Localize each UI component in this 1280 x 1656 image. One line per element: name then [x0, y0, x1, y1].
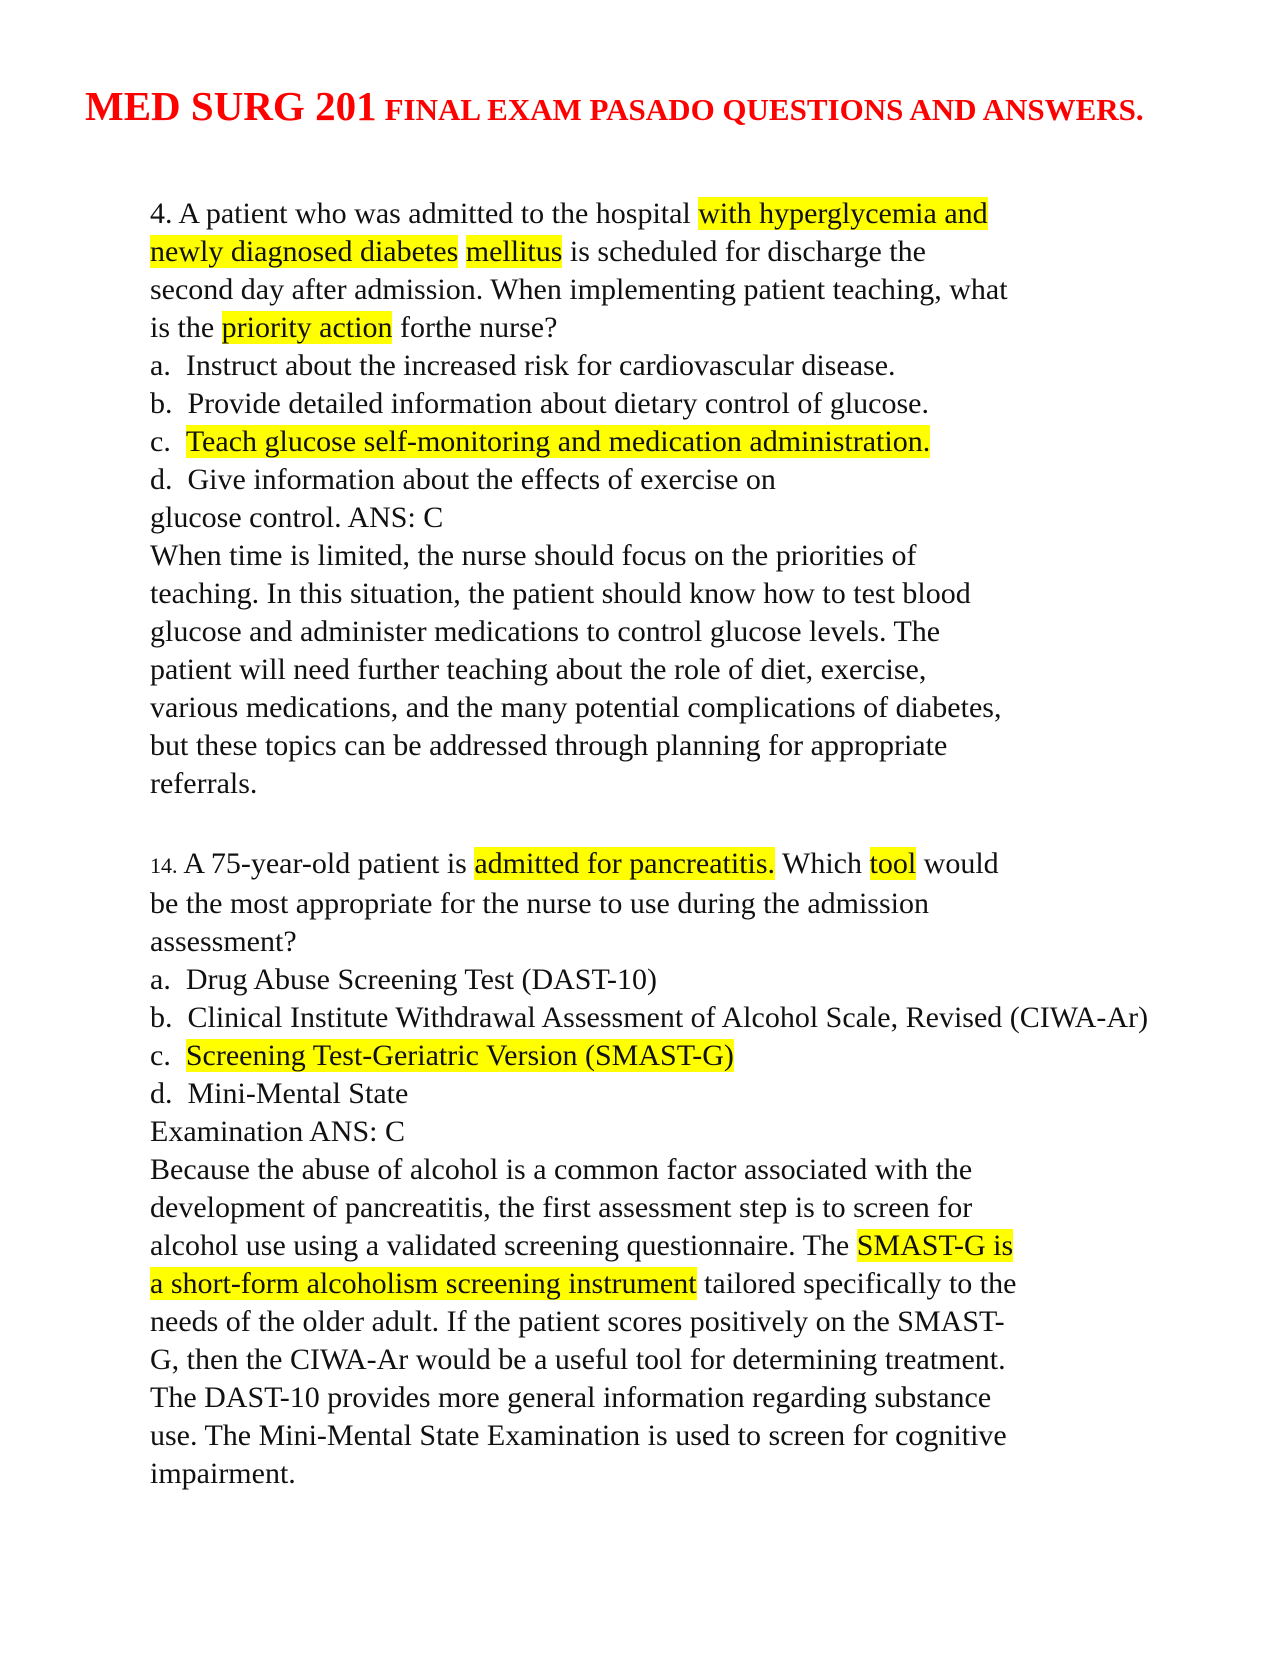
- text-segment: various medications, and the many potential complications of diabetes,: [150, 691, 1002, 724]
- text-segment: G, then the CIWA-Ar would be a useful tool for determining treatment.: [150, 1343, 1006, 1376]
- option-letter: b.: [150, 1001, 188, 1034]
- question-stem-line: [150, 845, 1270, 885]
- title-course: MED SURG 201: [85, 83, 377, 129]
- option-text: Teach glucose self-monitoring and medication administration.: [185, 425, 931, 458]
- text-segment: glucose and administer medications to control glucose levels. The: [150, 615, 941, 648]
- text-segment: would: [916, 847, 999, 880]
- text-segment: patient will need further teaching about the role of diet, exercise,: [150, 653, 927, 686]
- text-segment: assessment?: [150, 925, 297, 958]
- text-segment: impairment.: [150, 1457, 296, 1490]
- rationale-line: [150, 1303, 1270, 1341]
- answer-option: [150, 385, 1270, 423]
- text-segment: is the: [150, 311, 222, 344]
- option-letter: d.: [150, 463, 188, 496]
- rationale-line: [150, 1151, 1270, 1189]
- option-text: Screening Test-Geriatric Version (SMAST-G): [185, 1039, 734, 1072]
- text-segment: second day after admission. When implementing patient teaching, what: [150, 273, 1008, 306]
- option-letter: a.: [150, 963, 186, 996]
- rationale-line: [150, 651, 1270, 689]
- text-segment: referrals.: [150, 767, 258, 800]
- answer-option: [150, 461, 1270, 499]
- option-letter: b.: [150, 387, 188, 420]
- option-letter: a.: [150, 349, 186, 382]
- answer-option: [150, 1075, 1270, 1113]
- highlighted-text: with hyperglycemia and: [698, 197, 988, 230]
- rationale-line: [150, 1227, 1270, 1265]
- question-stem-line: [150, 309, 1270, 347]
- document-title: [85, 82, 1144, 131]
- rationale-line: [150, 1417, 1270, 1455]
- highlighted-text: admitted for pancreatitis.: [474, 847, 776, 880]
- option-text: Instruct about the increased risk for cardiovascular disease.: [185, 349, 896, 382]
- text-segment: The DAST-10 provides more general information regarding substance: [150, 1381, 992, 1414]
- question-stem-line: [150, 923, 1270, 961]
- text-segment: When time is limited, the nurse should focus on the priorities of: [150, 539, 917, 572]
- option-letter: c.: [150, 425, 186, 458]
- rationale-line: [150, 1455, 1270, 1493]
- text-segment: be the most appropriate for the nurse to use during the admission: [150, 887, 929, 920]
- option-text: Mini-Mental State: [187, 1077, 409, 1110]
- option-letter: d.: [150, 1077, 188, 1110]
- option-text: Provide detailed information about dietary control of glucose.: [187, 387, 929, 420]
- question-stem-line: [150, 885, 1270, 923]
- option-text: Clinical Institute Withdrawal Assessment of Alcohol Scale, Revised (CIWA-Ar): [187, 1001, 1149, 1034]
- answer-line: Examination ANS: C: [150, 1115, 405, 1148]
- answer-option: [150, 999, 1270, 1037]
- option-text: Give information about the effects of exercise on: [187, 463, 776, 496]
- rationale-line: [150, 1379, 1270, 1417]
- question-14: [150, 845, 1270, 1493]
- rationale-line: [150, 689, 1270, 727]
- question-stem-line: [150, 233, 1270, 271]
- text-segment: use. The Mini-Mental State Examination is used to screen for cognitive: [150, 1419, 1007, 1452]
- highlighted-text: priority action: [221, 311, 393, 344]
- text-segment: A 75-year-old patient is: [177, 847, 475, 880]
- text-segment: Which: [775, 847, 870, 880]
- option-text: Drug Abuse Screening Test (DAST-10): [185, 963, 658, 996]
- answer-option: [150, 961, 1270, 999]
- rationale-line: [150, 765, 1270, 803]
- option-letter: c.: [150, 1039, 186, 1072]
- text-segment: forthe nurse?: [392, 311, 558, 344]
- question-stem-line: [150, 271, 1270, 309]
- rationale-line: [150, 1189, 1270, 1227]
- answer-option: [150, 347, 1270, 385]
- text-segment: Because the abuse of alcohol is a common factor associated with the: [150, 1153, 973, 1186]
- text-segment: teaching. In this situation, the patient should know how to test blood: [150, 577, 971, 610]
- text-segment: alcohol use using a validated screening questionnaire. The: [150, 1229, 857, 1262]
- rationale-line: [150, 613, 1270, 651]
- highlighted-text: newly diagnosed diabetes: [150, 235, 459, 268]
- text-segment: 14.: [150, 853, 178, 878]
- text-segment: tailored specifically to the: [696, 1267, 1017, 1300]
- text-segment: development of pancreatitis, the first assessment step is to screen for: [150, 1191, 973, 1224]
- highlighted-text: a short-form alcoholism screening instrument: [150, 1267, 697, 1300]
- question-stem-line: [150, 195, 1270, 233]
- text-segment: is scheduled for discharge the: [562, 235, 926, 268]
- text-segment: needs of the older adult. If the patient scores positively on the SMAST-: [150, 1305, 1005, 1338]
- rationale-line: [150, 1341, 1270, 1379]
- rationale-line: [150, 537, 1270, 575]
- text-segment: [458, 235, 466, 268]
- rationale-line: [150, 727, 1270, 765]
- answer-option: [150, 1037, 1270, 1075]
- text-segment: 4. A patient who was admitted to the hospital: [150, 197, 699, 230]
- title-rest: FINAL EXAM PASADO QUESTIONS AND ANSWERS.: [384, 92, 1144, 127]
- text-segment: but these topics can be addressed through planning for appropriate: [150, 729, 948, 762]
- answer-option: [150, 423, 1270, 461]
- highlighted-text: tool: [869, 847, 917, 880]
- rationale-line: [150, 1265, 1270, 1303]
- highlighted-text: SMAST-G is: [856, 1229, 1014, 1262]
- question-4: [150, 195, 1270, 803]
- rationale-line: [150, 575, 1270, 613]
- answer-line: glucose control. ANS: C: [150, 501, 444, 534]
- highlighted-text: mellitus: [465, 235, 563, 268]
